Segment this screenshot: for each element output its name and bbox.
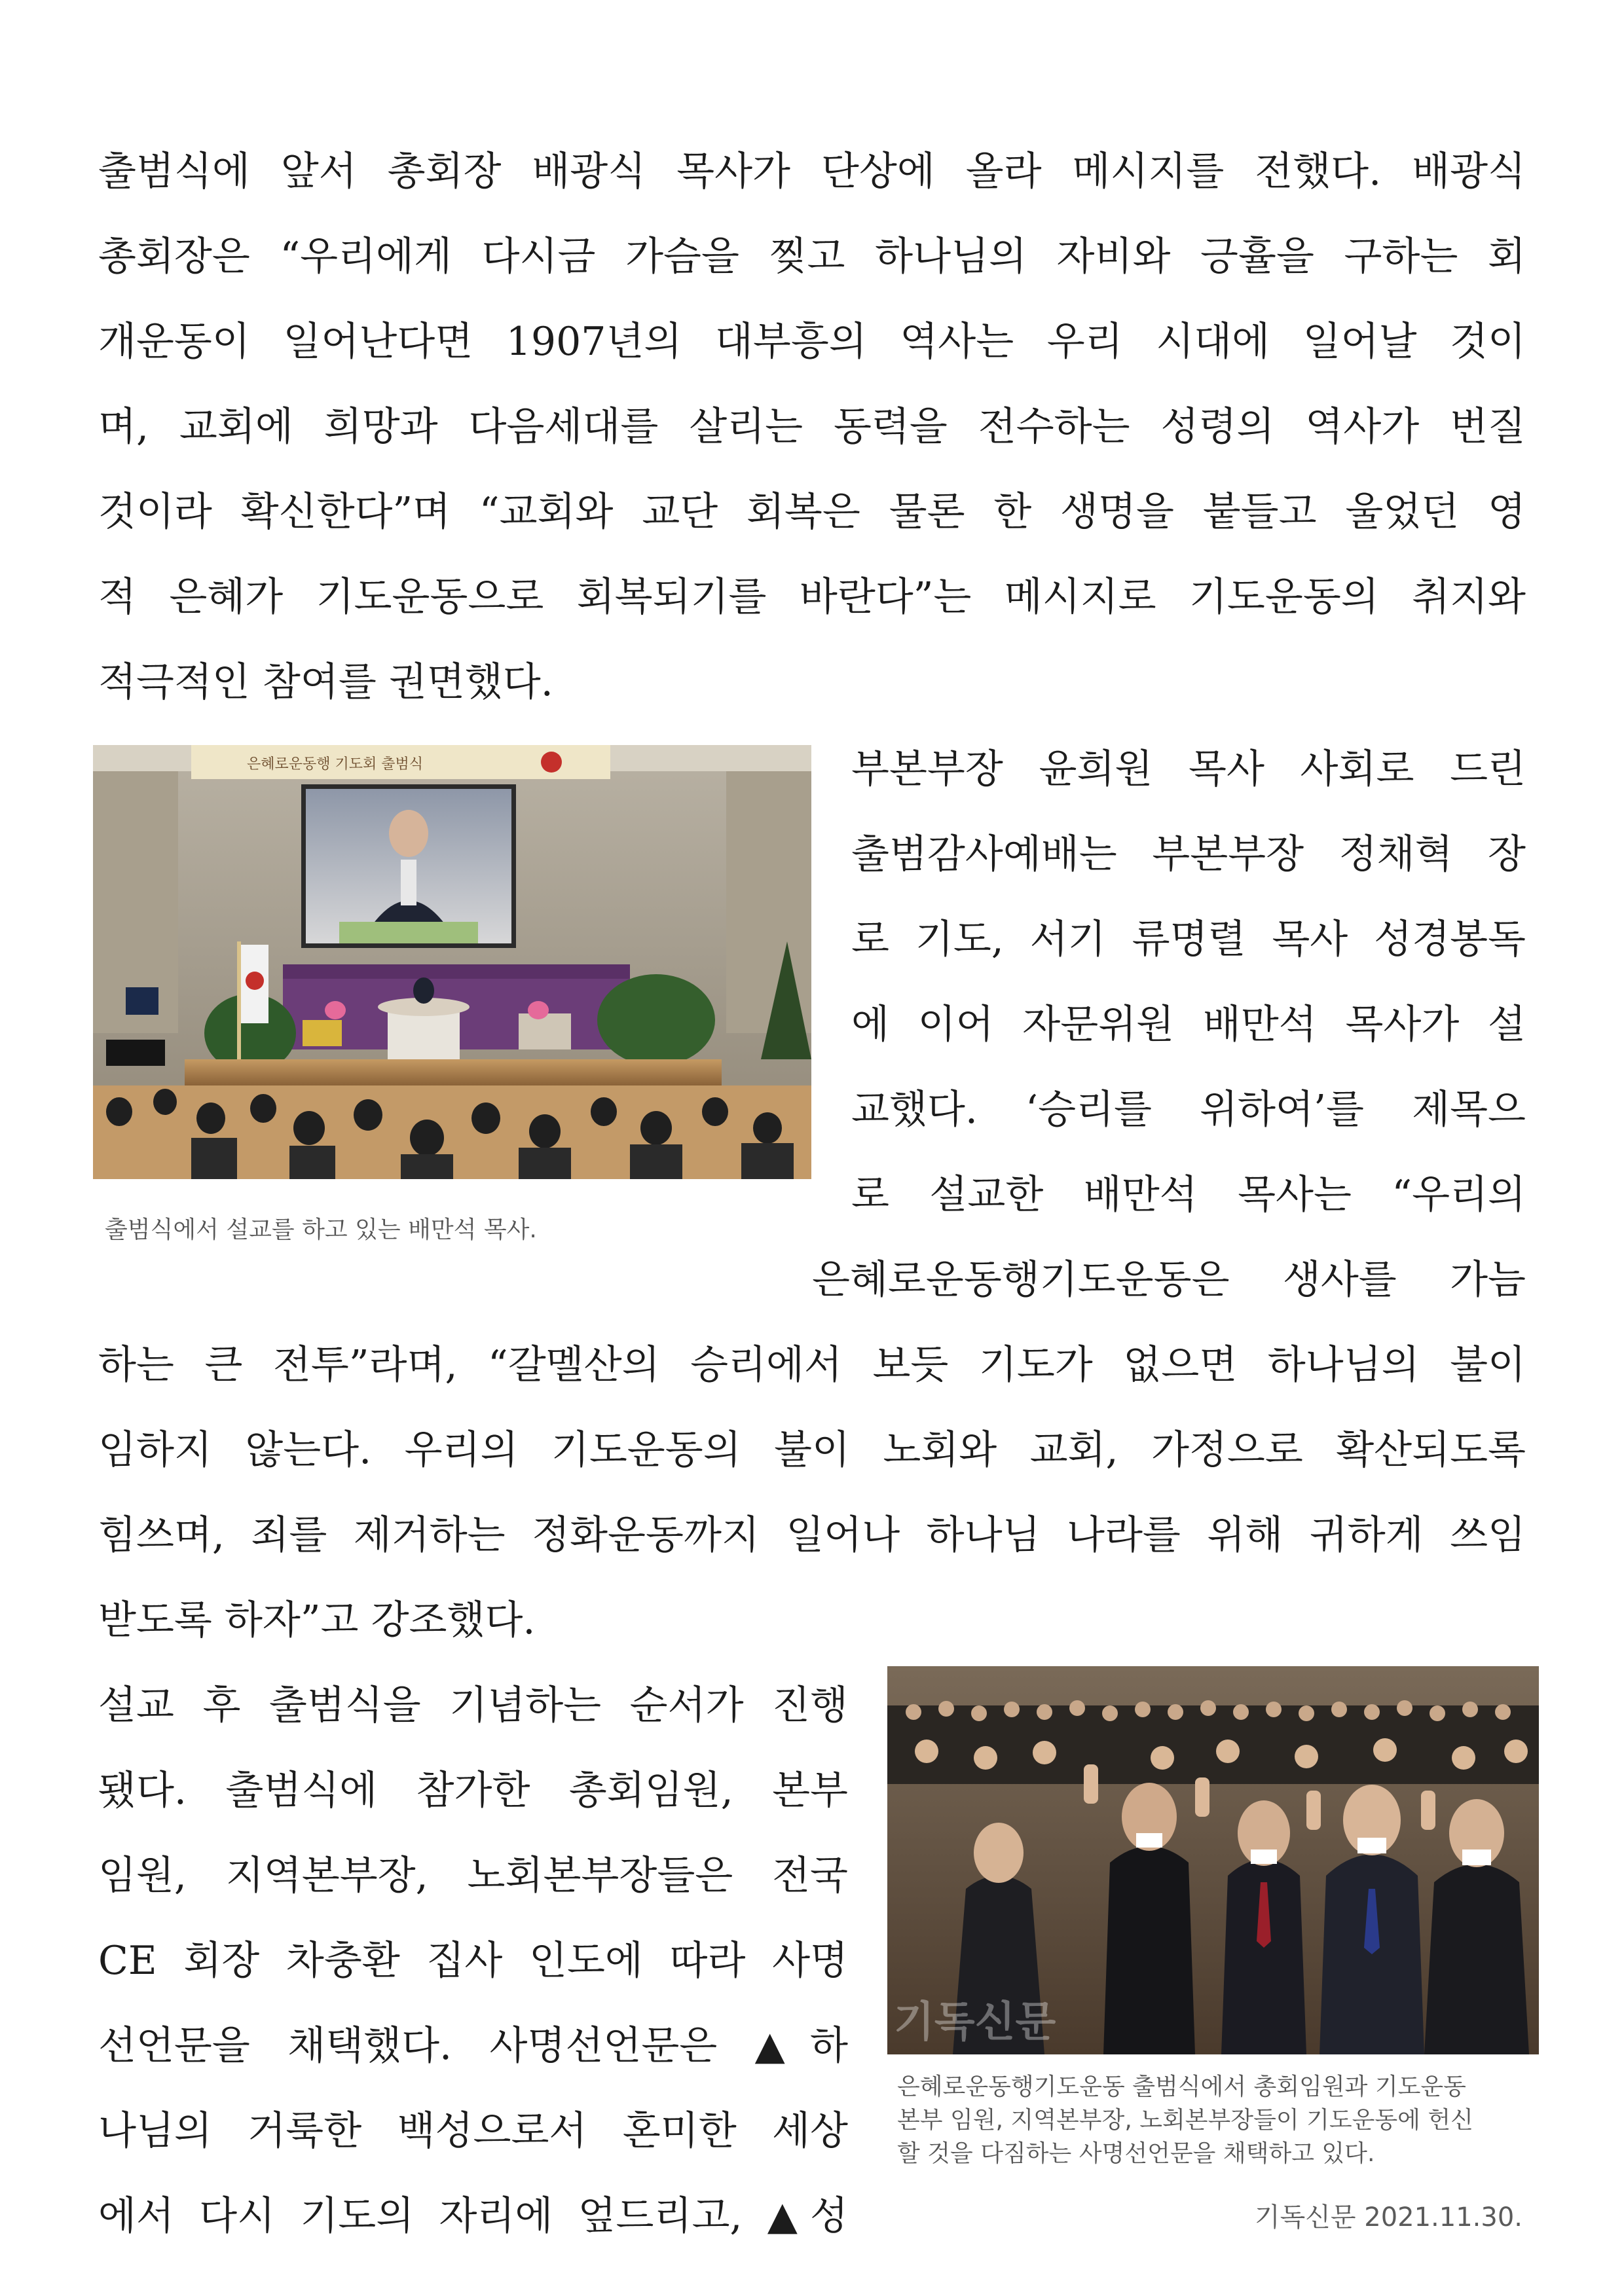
text-line: 개운동이 일어난다면 1907년의 대부흥의 역사는 우리 시대에 일어날 것이 xyxy=(98,319,1526,365)
declaration-photo-image xyxy=(887,1666,1539,2054)
text-line: 은혜로운동행기도운동은 생사를 가늠 xyxy=(812,1257,1526,1303)
caption-line: 할 것을 다짐하는 사명선언문을 채택하고 있다. xyxy=(897,2140,1375,2167)
sermon-photo xyxy=(93,745,811,1179)
text-line: 것이라 확신한다”며 “교회와 교단 회복은 물론 한 생명을 붙들고 울었던 영 xyxy=(98,489,1526,535)
paragraph-2-continued xyxy=(98,1322,1526,1663)
text-line: 부본부장 윤희원 목사 사회로 드린 xyxy=(851,746,1526,792)
text-line: 출범감사예배는 부본부장 정채혁 장 xyxy=(851,831,1526,877)
text-line: 됐다. 출범식에 참가한 총회임원, 본부 xyxy=(98,1768,848,1813)
text-line: 임원, 지역본부장, 노회본부장들은 전국 xyxy=(98,1853,848,1899)
text-line: 로 기도, 서기 류명렬 목사 성경봉독 xyxy=(851,917,1526,962)
declaration-photo-caption xyxy=(897,2070,1559,2170)
text-line: 며, 교회에 희망과 다음세대를 살리는 동력을 전수하는 성령의 역사가 번질 xyxy=(98,404,1526,450)
text-line: 받도록 하자”고 강조했다. xyxy=(98,1597,536,1643)
caption-line: 은혜로운동행기도운동 출범식에서 총회임원과 기도운동 xyxy=(897,2073,1466,2100)
sermon-photo-image xyxy=(93,745,811,1179)
watermark-text: 기독신문 xyxy=(894,1998,1056,2047)
text-line: 적 은혜가 기도운동으로 회복되기를 바란다”는 메시지로 기도운동의 취지와 xyxy=(98,574,1526,620)
paragraph-1 xyxy=(98,129,1526,725)
text-line: 교했다. ‘승리를 위하여’를 제목으 xyxy=(851,1087,1526,1133)
declaration-photo xyxy=(887,1666,1539,2054)
text-line: 하는 큰 전투”라며, “갈멜산의 승리에서 보듯 기도가 없으면 하나님의 불이 xyxy=(98,1342,1526,1388)
text-line: 총회장은 “우리에게 다시금 가슴을 찢고 하나님의 자비와 긍휼을 구하는 회 xyxy=(98,234,1526,280)
paragraph-3 xyxy=(98,1663,848,2259)
source-date-footer: 기독신문 2021.11.30. xyxy=(1254,2202,1522,2232)
sermon-photo-caption: 출범식에서 설교를 하고 있는 배만석 목사. xyxy=(105,1216,537,1243)
text-line: 힘쓰며, 죄를 제거하는 정화운동까지 일어나 하나님 나라를 위해 귀하게 쓰임 xyxy=(98,1512,1526,1558)
banner-text: 은혜로운동행 기도회 출범식 xyxy=(247,756,424,773)
paragraph-2-wrap-line xyxy=(812,1237,1526,1322)
caption-line: 본부 임원, 지역본부장, 노회본부장들이 기도운동에 헌신 xyxy=(897,2107,1473,2134)
text-line: CE 회장 차충환 집사 인도에 따라 사명 xyxy=(98,1938,848,1984)
paragraph-2-side xyxy=(851,727,1526,1237)
text-line: 에서 다시 기도의 자리에 엎드리고, ▲성 xyxy=(98,2193,848,2239)
text-line: 선언문을 채택했다. 사명선언문은 ▲하 xyxy=(98,2023,848,2069)
text-line: 설교 후 출범식을 기념하는 순서가 진행 xyxy=(98,1683,848,1728)
text-line: 출범식에 앞서 총회장 배광식 목사가 단상에 올라 메시지를 전했다. 배광식 xyxy=(98,149,1526,194)
text-line: 임하지 않는다. 우리의 기도운동의 불이 노회와 교회, 가정으로 확산되도록 xyxy=(98,1427,1526,1473)
text-line: 나님의 거룩한 백성으로서 혼미한 세상 xyxy=(98,2108,848,2154)
text-line: 적극적인 참여를 권면했다. xyxy=(98,659,553,705)
text-line: 로 설교한 배만석 목사는 “우리의 xyxy=(851,1172,1526,1218)
text-line: 에 이어 자문위원 배만석 목사가 설 xyxy=(851,1002,1526,1048)
